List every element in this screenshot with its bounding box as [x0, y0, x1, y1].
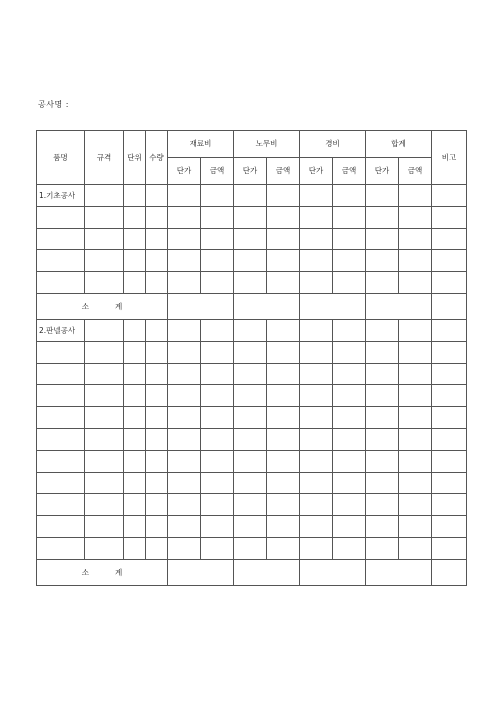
table-cell	[399, 407, 432, 429]
col-header-labor-unit-price: 단가	[234, 158, 267, 185]
table-cell	[234, 185, 267, 207]
table-cell	[399, 450, 432, 472]
table-cell	[201, 319, 234, 341]
section-title: 1.기초공사	[37, 185, 85, 207]
table-cell	[146, 407, 168, 429]
subtotal-group-cell	[234, 559, 300, 585]
table-cell	[168, 228, 201, 250]
table-cell	[300, 272, 333, 294]
table-row	[37, 385, 467, 407]
table-cell	[333, 472, 366, 494]
table-row	[37, 341, 467, 363]
table-cell	[366, 228, 399, 250]
table-row	[37, 228, 467, 250]
table-row	[37, 450, 467, 472]
table-cell	[432, 494, 467, 516]
table-cell	[201, 341, 234, 363]
table-cell	[399, 537, 432, 559]
table-row	[37, 272, 467, 294]
table-cell	[168, 516, 201, 538]
table-cell	[267, 185, 300, 207]
table-cell	[85, 407, 124, 429]
table-cell	[201, 450, 234, 472]
table-cell	[124, 407, 146, 429]
table-cell	[300, 250, 333, 272]
table-cell	[267, 319, 300, 341]
table-cell	[300, 428, 333, 450]
table-cell	[234, 516, 267, 538]
col-header-labor: 노무비	[234, 131, 300, 158]
table-cell	[399, 228, 432, 250]
table-cell	[300, 537, 333, 559]
table-cell	[267, 341, 300, 363]
table-cell	[146, 428, 168, 450]
table-cell	[300, 472, 333, 494]
table-cell	[432, 385, 467, 407]
subtotal-label-part-2: 계	[115, 301, 123, 311]
table-cell	[366, 537, 399, 559]
table-cell	[366, 450, 399, 472]
table-cell	[234, 472, 267, 494]
table-cell	[37, 472, 85, 494]
table-cell	[168, 385, 201, 407]
table-cell	[399, 385, 432, 407]
table-cell	[201, 472, 234, 494]
table-cell	[201, 407, 234, 429]
table-cell	[124, 341, 146, 363]
table-cell	[85, 450, 124, 472]
table-row	[37, 407, 467, 429]
table-cell	[432, 272, 467, 294]
table-cell	[234, 341, 267, 363]
table-cell	[333, 185, 366, 207]
subtotal-group-cell	[300, 293, 366, 319]
table-cell	[399, 319, 432, 341]
table-cell	[234, 363, 267, 385]
table-cell	[85, 250, 124, 272]
table-cell	[124, 228, 146, 250]
table-cell	[267, 363, 300, 385]
table-cell	[146, 450, 168, 472]
table-cell	[168, 272, 201, 294]
table-cell	[168, 472, 201, 494]
table-cell	[267, 385, 300, 407]
table-cell	[267, 537, 300, 559]
table-cell	[201, 516, 234, 538]
table-cell	[300, 185, 333, 207]
table-cell	[37, 228, 85, 250]
table-cell	[300, 494, 333, 516]
table-cell	[85, 537, 124, 559]
subtotal-group-cell	[300, 559, 366, 585]
table-cell	[333, 516, 366, 538]
table-cell	[85, 206, 124, 228]
table-cell	[168, 206, 201, 228]
table-cell	[234, 272, 267, 294]
table-cell	[300, 363, 333, 385]
table-cell	[168, 428, 201, 450]
table-cell	[300, 407, 333, 429]
table-cell	[37, 450, 85, 472]
table-row	[37, 494, 467, 516]
table-cell	[37, 341, 85, 363]
table-cell	[146, 472, 168, 494]
table-cell	[333, 228, 366, 250]
table-cell	[399, 341, 432, 363]
table-cell	[85, 341, 124, 363]
table-cell	[432, 228, 467, 250]
table-cell	[234, 319, 267, 341]
subtotal-row	[37, 293, 467, 319]
table-cell	[333, 450, 366, 472]
subtotal-remark-cell	[432, 559, 467, 585]
table-cell	[399, 472, 432, 494]
table-cell	[333, 494, 366, 516]
table-row	[37, 428, 467, 450]
col-header-remark: 비고	[432, 131, 467, 185]
table-cell	[168, 319, 201, 341]
table-cell	[399, 428, 432, 450]
table-cell	[85, 228, 124, 250]
table-cell	[146, 537, 168, 559]
table-cell	[168, 494, 201, 516]
table-cell	[146, 363, 168, 385]
table-cell	[366, 363, 399, 385]
subtotal-group-cell	[168, 293, 234, 319]
table-cell	[366, 206, 399, 228]
table-cell	[124, 472, 146, 494]
table-cell	[85, 472, 124, 494]
table-cell	[85, 385, 124, 407]
subtotal-label-text	[82, 302, 123, 311]
subtotal-group-cell	[366, 559, 432, 585]
table-cell	[366, 319, 399, 341]
table-cell	[432, 250, 467, 272]
table-cell	[267, 428, 300, 450]
table-cell	[300, 228, 333, 250]
table-cell	[124, 272, 146, 294]
table-cell	[124, 206, 146, 228]
table-cell	[234, 494, 267, 516]
table-cell	[168, 363, 201, 385]
table-cell	[333, 341, 366, 363]
table-cell	[333, 250, 366, 272]
table-cell	[300, 450, 333, 472]
table-cell	[146, 319, 168, 341]
col-header-expense-unit-price: 단가	[300, 158, 333, 185]
table-cell	[146, 185, 168, 207]
table-cell	[234, 537, 267, 559]
table-cell	[168, 450, 201, 472]
table-cell	[366, 516, 399, 538]
table-cell	[267, 272, 300, 294]
table-cell	[201, 385, 234, 407]
table-cell	[432, 363, 467, 385]
table-cell	[201, 185, 234, 207]
subtotal-label	[37, 559, 168, 585]
table-row	[37, 185, 467, 207]
col-header-material-unit-price: 단가	[168, 158, 201, 185]
section-title: 2.판넬공사	[37, 319, 85, 341]
table-cell	[37, 407, 85, 429]
table-cell	[37, 272, 85, 294]
table-cell	[85, 494, 124, 516]
table-cell	[146, 385, 168, 407]
table-cell	[124, 185, 146, 207]
table-cell	[300, 319, 333, 341]
table-cell	[432, 206, 467, 228]
table-cell	[146, 341, 168, 363]
table-cell	[124, 385, 146, 407]
table-cell	[201, 363, 234, 385]
table-cell	[399, 206, 432, 228]
table-cell	[432, 319, 467, 341]
table-cell	[201, 272, 234, 294]
table-cell	[366, 341, 399, 363]
cost-estimate-table	[36, 130, 467, 586]
table-cell	[300, 206, 333, 228]
table-cell	[267, 250, 300, 272]
table-cell	[432, 185, 467, 207]
table-cell	[432, 516, 467, 538]
table-cell	[366, 407, 399, 429]
table-cell	[37, 516, 85, 538]
table-cell	[168, 341, 201, 363]
table-cell	[366, 185, 399, 207]
table-cell	[124, 319, 146, 341]
table-cell	[201, 250, 234, 272]
table-cell	[124, 516, 146, 538]
table-cell	[267, 516, 300, 538]
subtotal-group-cell	[234, 293, 300, 319]
subtotal-group-cell	[168, 559, 234, 585]
table-cell	[399, 250, 432, 272]
table-row	[37, 363, 467, 385]
table-cell	[201, 494, 234, 516]
col-header-item: 품명	[37, 131, 85, 185]
table-cell	[234, 428, 267, 450]
table-cell	[37, 206, 85, 228]
table-cell	[333, 407, 366, 429]
table-row	[37, 516, 467, 538]
table-cell	[366, 494, 399, 516]
table-cell	[234, 450, 267, 472]
table-cell	[85, 363, 124, 385]
col-header-material-amount: 금액	[201, 158, 234, 185]
table-cell	[201, 428, 234, 450]
table-cell	[124, 250, 146, 272]
table-cell	[432, 450, 467, 472]
table-cell	[399, 272, 432, 294]
table-cell	[366, 272, 399, 294]
table-cell	[124, 363, 146, 385]
table-cell	[432, 537, 467, 559]
table-cell	[124, 450, 146, 472]
table-cell	[300, 516, 333, 538]
col-header-material: 재료비	[168, 131, 234, 158]
table-cell	[37, 494, 85, 516]
table-cell	[366, 385, 399, 407]
subtotal-label-part-2: 계	[115, 567, 123, 577]
table-cell	[399, 494, 432, 516]
table-cell	[85, 428, 124, 450]
table-cell	[432, 472, 467, 494]
table-cell	[267, 472, 300, 494]
table-cell	[146, 206, 168, 228]
table-cell	[432, 407, 467, 429]
table-cell	[333, 206, 366, 228]
table-cell	[432, 341, 467, 363]
table-cell	[201, 537, 234, 559]
table-cell	[333, 428, 366, 450]
table-cell	[333, 363, 366, 385]
table-cell	[37, 250, 85, 272]
table-cell	[168, 537, 201, 559]
subtotal-remark-cell	[432, 293, 467, 319]
table-row	[37, 537, 467, 559]
table-cell	[85, 185, 124, 207]
header-row-main	[37, 131, 467, 158]
table-cell	[399, 363, 432, 385]
col-header-total-unit-price: 단가	[366, 158, 399, 185]
subtotal-label-part-1: 소	[81, 301, 89, 311]
subtotal-label-text	[82, 568, 123, 577]
table-cell	[146, 494, 168, 516]
col-header-unit: 단위	[124, 131, 146, 185]
table-cell	[234, 206, 267, 228]
table-cell	[300, 341, 333, 363]
table-cell	[333, 537, 366, 559]
table-cell	[168, 250, 201, 272]
table-cell	[168, 407, 201, 429]
table-cell	[366, 472, 399, 494]
table-cell	[300, 385, 333, 407]
table-cell	[146, 516, 168, 538]
table-cell	[37, 385, 85, 407]
col-header-qty: 수량	[146, 131, 168, 185]
table-cell	[234, 228, 267, 250]
table-cell	[146, 228, 168, 250]
project-name-label: 공사명 :	[38, 100, 69, 109]
subtotal-label-part-1: 소	[81, 567, 89, 577]
table-cell	[124, 537, 146, 559]
table-cell	[432, 428, 467, 450]
table-cell	[124, 428, 146, 450]
col-header-total-amount: 금액	[399, 158, 432, 185]
table-cell	[85, 516, 124, 538]
table-cell	[399, 185, 432, 207]
col-header-spec: 규격	[85, 131, 124, 185]
col-header-labor-amount: 금액	[267, 158, 300, 185]
subtotal-row	[37, 559, 467, 585]
table-cell	[146, 272, 168, 294]
table-cell	[267, 206, 300, 228]
table-cell	[146, 250, 168, 272]
table-cell	[201, 228, 234, 250]
table-cell	[267, 228, 300, 250]
table-cell	[234, 385, 267, 407]
table-cell	[267, 407, 300, 429]
table-row	[37, 319, 467, 341]
subtotal-group-cell	[366, 293, 432, 319]
col-header-expense: 경비	[300, 131, 366, 158]
table-row	[37, 250, 467, 272]
table-cell	[267, 450, 300, 472]
col-header-total: 합계	[366, 131, 432, 158]
table-cell	[168, 185, 201, 207]
table-cell	[85, 272, 124, 294]
table-cell	[333, 319, 366, 341]
table-cell	[366, 250, 399, 272]
table-cell	[37, 428, 85, 450]
table-cell	[234, 407, 267, 429]
table-cell	[366, 428, 399, 450]
table-row	[37, 472, 467, 494]
table-cell	[201, 206, 234, 228]
table-cell	[267, 494, 300, 516]
table-cell	[333, 385, 366, 407]
table-cell	[37, 537, 85, 559]
table-row	[37, 206, 467, 228]
table-cell	[85, 319, 124, 341]
table-cell	[37, 363, 85, 385]
table-cell	[399, 516, 432, 538]
table-cell	[124, 494, 146, 516]
col-header-expense-amount: 금액	[333, 158, 366, 185]
subtotal-label	[37, 293, 168, 319]
table-cell	[333, 272, 366, 294]
table-cell	[234, 250, 267, 272]
